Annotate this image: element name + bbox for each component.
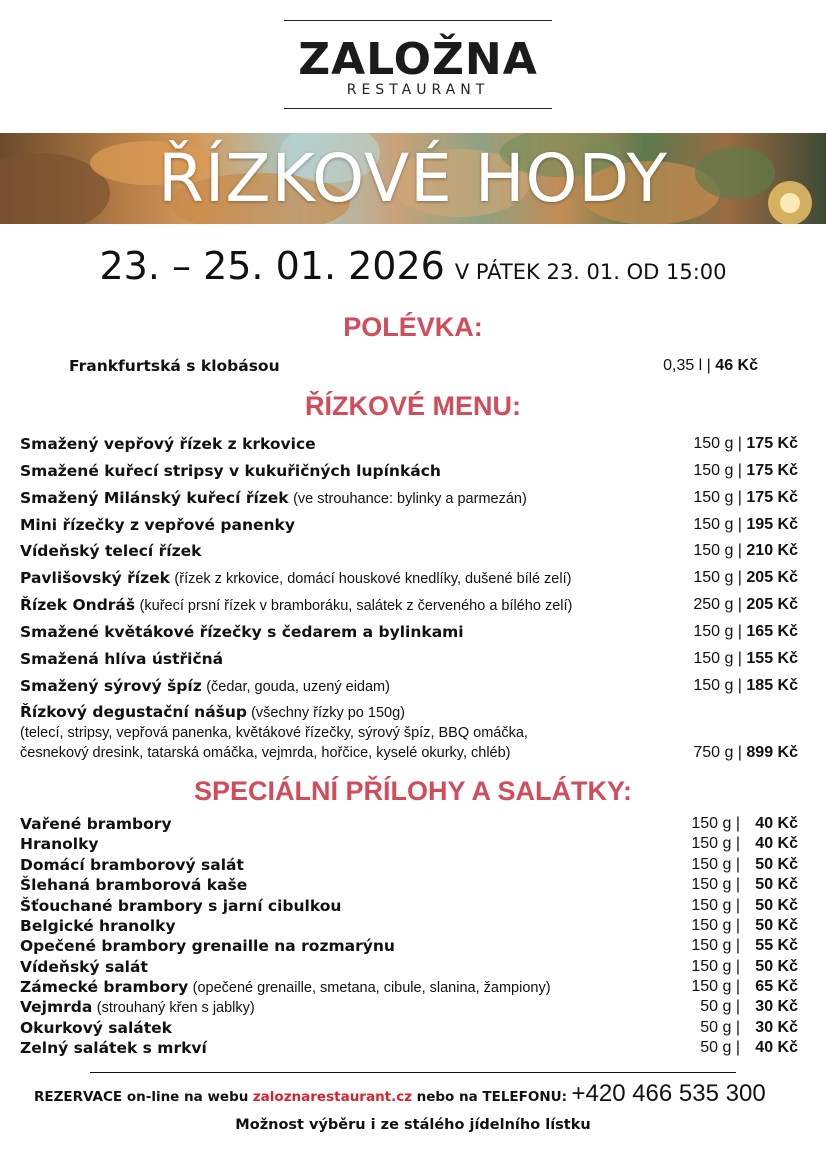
- side-item-name: Belgické hranolky: [20, 917, 176, 935]
- menu-item-note: (kuřecí prsní řízek v bramboráku, salátek z červeného a bílého zelí): [139, 598, 573, 614]
- side-item-name: Vejmrda: [20, 998, 93, 1016]
- logo-subtitle: RESTAURANT: [346, 82, 490, 98]
- phone-number[interactable]: +420 466 535 300: [571, 1080, 766, 1107]
- side-item-name: Šťouchané brambory s jarní cibulkou: [20, 897, 342, 915]
- side-item: [20, 896, 798, 916]
- menu-item-name: Vídeňský telecí řízek: [20, 542, 202, 560]
- menu-item: [20, 539, 798, 563]
- side-item-qty: 150 g |: [691, 937, 740, 954]
- side-item-name: Vídeňský salát: [20, 958, 148, 976]
- menu-item: [20, 486, 798, 510]
- menu-item: [20, 459, 798, 483]
- menu-item-price: [693, 647, 798, 671]
- menu-item-note: (ve strouhance: bylinky a parmezán): [293, 491, 527, 507]
- menu-item-qty: 150 g |: [693, 569, 742, 586]
- footer-note: Možnost výběru i ze stálého jídelního lístku: [235, 1117, 591, 1133]
- menu-item-name: Mini řízečky z vepřové panenky: [20, 516, 295, 534]
- menu-item-amount: 185 Kč: [746, 677, 798, 694]
- logo-name: ZALOŽNA: [298, 34, 538, 85]
- soup-item-qty: 0,35 l |: [663, 357, 711, 374]
- event-dates: 23. – 25. 01. 2026: [99, 244, 445, 288]
- menu-item-amount: 195 Kč: [746, 516, 798, 533]
- tasting-item-note: (všechny řízky po 150g): [251, 705, 405, 721]
- side-item-qty: 50 g |: [700, 998, 740, 1015]
- side-item-qty: 150 g |: [691, 897, 740, 914]
- soup-item-amount: 46 Kč: [715, 357, 758, 374]
- sides-section-title: SPECIÁLNÍ PŘÍLOHY A SALÁTKY:: [193, 776, 633, 806]
- banner: [0, 133, 826, 224]
- side-item-amount: 50 Kč: [755, 876, 798, 893]
- side-item-amount: 50 Kč: [755, 917, 798, 934]
- side-item-amount: 40 Kč: [755, 835, 798, 852]
- reservation-line: [34, 1080, 814, 1108]
- soup-section-title: POLÉVKA:: [343, 312, 483, 342]
- logo-divider-bottom: [284, 108, 552, 109]
- side-item-note: (opečené grenaille, smetana, cibule, slanina, žampiony): [192, 980, 551, 996]
- side-item-qty: 50 g |: [700, 1019, 740, 1036]
- menu-item-amount: 175 Kč: [746, 435, 798, 452]
- soup-item: [69, 354, 758, 378]
- menu-item-name: Pavlišovský řízek: [20, 569, 170, 587]
- menu-item-qty: 150 g |: [693, 677, 742, 694]
- menu-item-qty: 150 g |: [693, 542, 742, 559]
- side-item-qty: 150 g |: [691, 815, 740, 832]
- menu-item-name: Smažená hlíva ústřičná: [20, 650, 224, 668]
- side-item-name: Zelný salátek s mrkví: [20, 1039, 207, 1057]
- side-item: [20, 977, 798, 997]
- side-item-amount: 40 Kč: [755, 1039, 798, 1056]
- menu-item: [20, 593, 798, 617]
- menu-item-qty: 150 g |: [693, 623, 742, 640]
- tasting-item-qty: 750 g |: [693, 744, 742, 761]
- tasting-item-contents: (telecí, stripsy, vepřová panenka, květákové řízečky, sýrový špíz, BBQ omáčka,: [20, 725, 528, 741]
- side-item: [20, 834, 798, 854]
- side-item: [20, 1038, 798, 1058]
- menu-item-amount: 175 Kč: [746, 489, 798, 506]
- side-item-name: Okurkový salátek: [20, 1019, 172, 1037]
- side-item-qty: 50 g |: [700, 1039, 740, 1056]
- banner-title: ŘÍZKOVÉ HODY: [158, 140, 668, 217]
- menu-item-name: Smažené kuřecí stripsy v kukuřičných lupínkách: [20, 462, 441, 480]
- menu-item-price: [693, 674, 798, 698]
- tasting-item-name: Řízkový degustační nášup: [20, 703, 248, 721]
- menu-item-name: Smažený vepřový řízek z krkovice: [20, 435, 316, 453]
- side-item: [20, 855, 798, 875]
- side-item-name: Zámecké brambory: [20, 978, 189, 996]
- menu-item-qty: 150 g |: [693, 435, 742, 452]
- menu-item: [20, 647, 798, 671]
- side-item-note: (strouhaný křen s jablky): [96, 1000, 255, 1016]
- menu-item: [20, 432, 798, 456]
- footer-divider: [90, 1072, 736, 1073]
- side-item: [20, 997, 798, 1017]
- side-item-amount: 30 Kč: [755, 998, 798, 1015]
- menu-item-note: (čedar, gouda, uzený eidam): [206, 679, 390, 695]
- side-item-qty: 150 g |: [691, 917, 740, 934]
- side-item-amount: 30 Kč: [755, 1019, 798, 1036]
- menu-item-amount: 205 Kč: [746, 596, 798, 613]
- tasting-item-amount: 899 Kč: [746, 744, 798, 761]
- menu-item-amount: 155 Kč: [746, 650, 798, 667]
- side-item: [20, 1018, 798, 1038]
- menu-section-title: ŘÍZKOVÉ MENU:: [305, 391, 521, 421]
- side-item-qty: 150 g |: [691, 958, 740, 975]
- side-item-qty: 150 g |: [691, 835, 740, 852]
- menu-item-name: Smažené květákové řízečky s čedarem a bylinkami: [20, 623, 464, 641]
- logo-divider-top: [284, 20, 552, 21]
- tasting-item-price: [693, 743, 798, 763]
- menu-item-amount: 165 Kč: [746, 623, 798, 640]
- side-item-amount: 50 Kč: [755, 856, 798, 873]
- menu-item-amount: 210 Kč: [746, 542, 798, 559]
- restaurant-logo: [284, 20, 552, 110]
- side-item-amount: 40 Kč: [755, 815, 798, 832]
- menu-item-price: [693, 486, 798, 510]
- website-link[interactable]: zaloznarestaurant.cz: [252, 1089, 413, 1105]
- side-item-name: Šlehaná bramborová kaše: [20, 876, 248, 894]
- menu-item-price: [693, 620, 798, 644]
- side-item: [20, 814, 798, 834]
- tasting-item-contents-continued: česnekový dresink, tatarská omáčka, vejmrda, hořčice, kyselé okurky, chléb): [20, 745, 511, 761]
- menu-item-name: Řízek Ondráš: [20, 596, 136, 614]
- menu-item-price: [693, 566, 798, 590]
- menu-item: [20, 620, 798, 644]
- side-item-qty: 150 g |: [691, 876, 740, 893]
- menu-item-amount: 175 Kč: [746, 462, 798, 479]
- side-item-amount: 50 Kč: [755, 958, 798, 975]
- menu-item-price: [693, 432, 798, 456]
- menu-item-name: Smažený sýrový špíz: [20, 677, 202, 695]
- side-item-name: Opečené brambory grenaille na rozmarýnu: [20, 937, 395, 955]
- side-item-qty: 150 g |: [691, 856, 740, 873]
- menu-item-qty: 150 g |: [693, 650, 742, 667]
- menu-item-price: [693, 513, 798, 537]
- side-item: [20, 957, 798, 977]
- menu-item-qty: 150 g |: [693, 462, 742, 479]
- side-item: [20, 875, 798, 895]
- menu-item-qty: 150 g |: [693, 516, 742, 533]
- side-item: [20, 936, 798, 956]
- phone-prefix: nebo na TELEFONU:: [416, 1089, 568, 1105]
- side-item-name: Domácí bramborový salát: [20, 856, 244, 874]
- menu-item: [20, 513, 798, 537]
- side-item: [20, 916, 798, 936]
- menu-item: [20, 674, 798, 698]
- menu-item-qty: 150 g |: [693, 489, 742, 506]
- menu-item-price: [693, 459, 798, 483]
- menu-item-price: [693, 539, 798, 563]
- menu-item-qty: 250 g |: [693, 596, 742, 613]
- menu-item: [20, 566, 798, 590]
- menu-item-name: Smažený Milánský kuřecí řízek: [20, 489, 289, 507]
- side-item-amount: 65 Kč: [755, 978, 798, 995]
- soup-item-price: [663, 354, 758, 378]
- side-item-qty: 150 g |: [691, 978, 740, 995]
- event-date-row: [0, 244, 826, 288]
- reservation-prefix: REZERVACE on-line na webu: [34, 1089, 249, 1105]
- side-item-name: Hranolky: [20, 835, 99, 853]
- side-item-amount: 55 Kč: [755, 937, 798, 954]
- menu-item-amount: 205 Kč: [746, 569, 798, 586]
- soup-item-name: Frankfurtská s klobásou: [69, 357, 280, 375]
- side-item-name: Vařené brambory: [20, 815, 172, 833]
- tasting-menu-item: [20, 702, 798, 763]
- menu-item-note: (řízek z krkovice, domácí houskové knedlíky, dušené bílé zelí): [174, 571, 572, 587]
- event-note: V PÁTEK 23. 01. OD 15:00: [454, 260, 727, 284]
- menu-item-price: [693, 593, 798, 617]
- side-item-amount: 50 Kč: [755, 897, 798, 914]
